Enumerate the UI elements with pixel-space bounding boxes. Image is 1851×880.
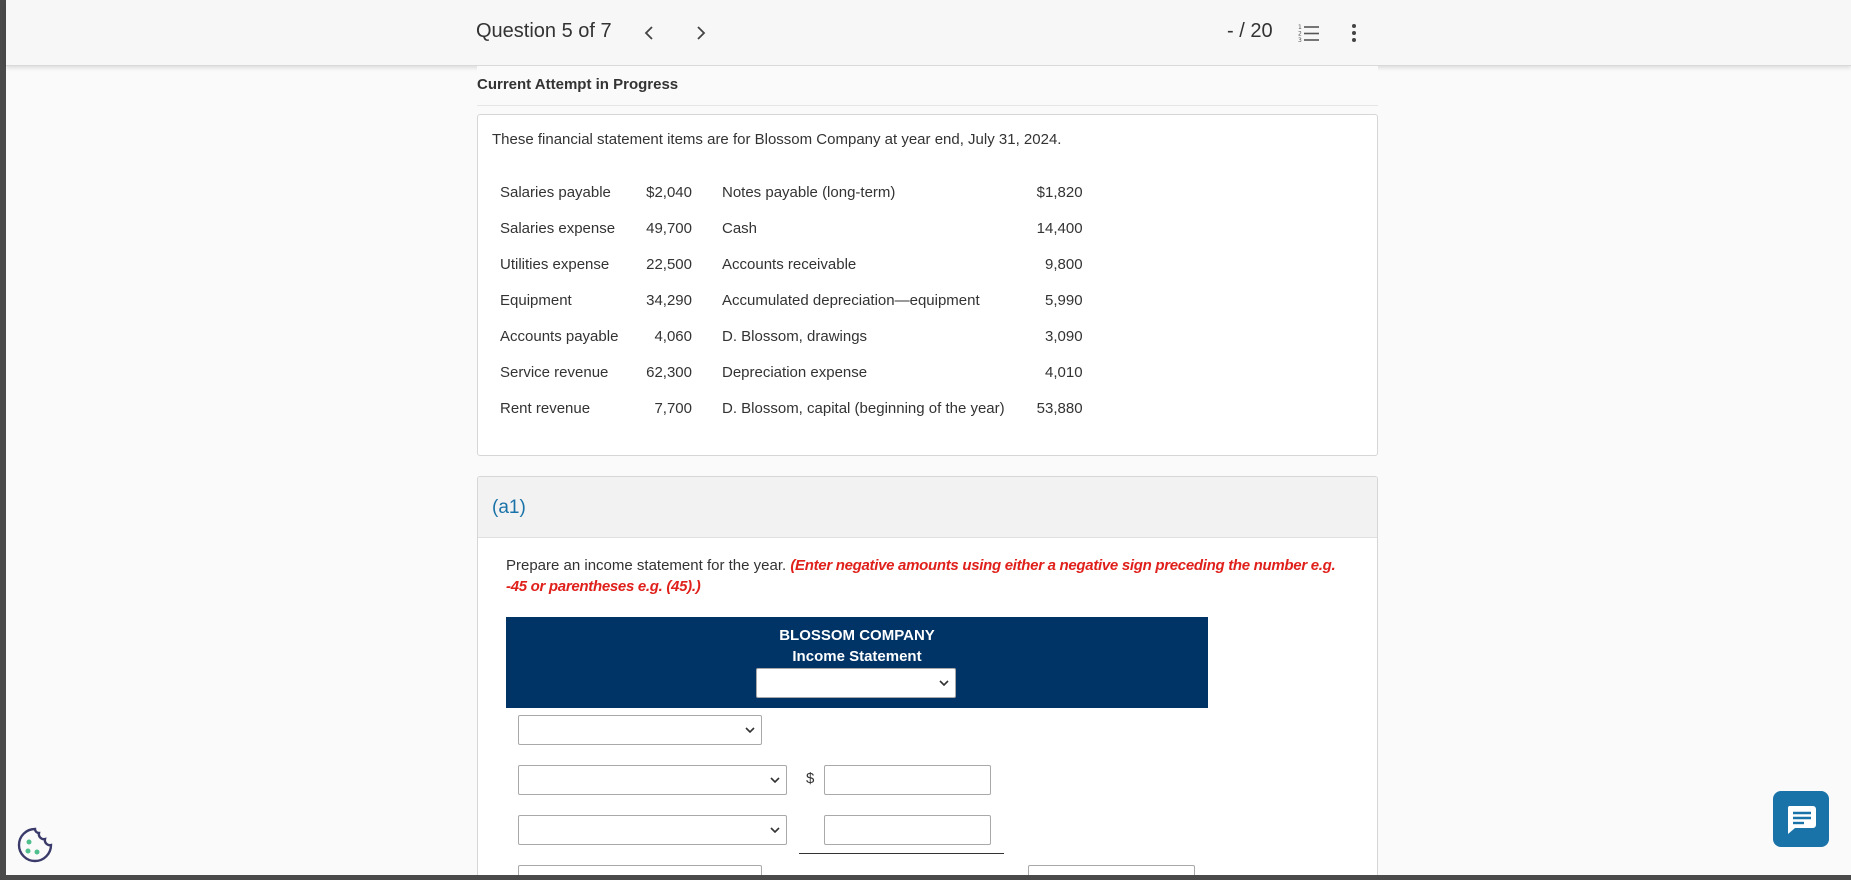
item-label: D. Blossom, drawings bbox=[722, 327, 868, 345]
table-row bbox=[492, 210, 1091, 246]
item-value: 4,010 bbox=[1045, 363, 1083, 381]
item-label: Notes payable (long-term) bbox=[722, 183, 896, 201]
item-label: Accounts receivable bbox=[722, 255, 857, 273]
item-label: Utilities expense bbox=[500, 255, 610, 273]
item-label: Accumulated depreciation—equipment bbox=[722, 291, 980, 309]
item-label: Equipment bbox=[500, 291, 572, 309]
item-label: Salaries payable bbox=[500, 183, 611, 201]
item-label: Depreciation expense bbox=[722, 363, 868, 381]
subtotal-rule bbox=[799, 853, 1004, 854]
problem-card bbox=[477, 114, 1378, 456]
line-item-select-2[interactable] bbox=[518, 765, 787, 795]
item-value: 34,290 bbox=[646, 291, 692, 309]
item-label: Accounts payable bbox=[500, 327, 619, 345]
prompt-hint: (Enter negative amounts using either a negative sign preceding the number e.g. -45 or parentheses e.g. (45).) bbox=[506, 557, 1336, 595]
more-options-button[interactable] bbox=[1345, 22, 1363, 44]
part-a1-section bbox=[477, 476, 1378, 880]
svg-text:1: 1 bbox=[1298, 24, 1302, 31]
chevron-down-icon bbox=[939, 680, 949, 686]
item-value: 9,800 bbox=[1045, 255, 1083, 273]
item-value: 4,060 bbox=[654, 327, 692, 345]
question-counter: Question 5 of 7 bbox=[476, 20, 612, 42]
amount-input-2[interactable] bbox=[824, 815, 991, 845]
table-row bbox=[492, 174, 1091, 210]
part-label: (a1) bbox=[478, 477, 1377, 538]
item-value: $1,820 bbox=[1036, 183, 1083, 201]
statement-title: Income Statement bbox=[792, 648, 922, 665]
chevron-left-icon bbox=[638, 19, 662, 47]
svg-text:2: 2 bbox=[1298, 30, 1302, 38]
problem-intro: These financial statement items are for Blossom Company at year end, July 31, 2024. bbox=[492, 131, 1062, 148]
chat-support-button[interactable] bbox=[1773, 791, 1829, 847]
next-question-button[interactable] bbox=[688, 19, 712, 47]
question-header bbox=[6, 0, 1851, 66]
item-value: 3,090 bbox=[1045, 327, 1083, 345]
table-row bbox=[492, 318, 1091, 354]
more-vertical-icon bbox=[1345, 22, 1363, 44]
statement-company: BLOSSOM COMPANY bbox=[779, 627, 935, 644]
part-prompt bbox=[506, 555, 1346, 597]
score-display: - / 20 bbox=[1227, 20, 1273, 42]
chevron-down-icon bbox=[770, 827, 780, 833]
item-value: 62,300 bbox=[646, 363, 692, 381]
previous-question-button[interactable] bbox=[638, 19, 662, 47]
statement-header bbox=[506, 617, 1208, 708]
prompt-text: Prepare an income statement for the year. bbox=[506, 557, 787, 574]
item-label: D. Blossom, capital (beginning of the year) bbox=[722, 399, 1005, 417]
item-value: 53,880 bbox=[1036, 399, 1083, 417]
list-icon bbox=[1298, 22, 1320, 44]
item-value: 49,700 bbox=[646, 219, 692, 237]
statement-period-select[interactable] bbox=[756, 668, 956, 698]
item-value: $2,040 bbox=[646, 183, 692, 201]
item-value: 14,400 bbox=[1036, 219, 1083, 237]
table-row bbox=[492, 354, 1091, 390]
line-item-select-3[interactable] bbox=[518, 815, 787, 845]
item-label: Rent revenue bbox=[500, 399, 591, 417]
chevron-right-icon bbox=[688, 19, 712, 47]
table-row bbox=[492, 282, 1091, 318]
cookie-settings-button[interactable] bbox=[16, 826, 54, 864]
line-item-select-1[interactable] bbox=[518, 715, 762, 745]
question-list-button[interactable] bbox=[1298, 22, 1320, 44]
table-row bbox=[492, 390, 1091, 426]
item-label: Service revenue bbox=[500, 363, 609, 381]
cookie-icon bbox=[16, 826, 54, 864]
amount-input-1[interactable] bbox=[824, 765, 991, 795]
item-value: 7,700 bbox=[654, 399, 692, 417]
item-value: 22,500 bbox=[646, 255, 692, 273]
financial-items-table bbox=[492, 174, 1091, 426]
item-label: Salaries expense bbox=[500, 219, 616, 237]
question-content bbox=[477, 66, 1378, 787]
item-label: Cash bbox=[722, 219, 758, 237]
item-value: 5,990 bbox=[1045, 291, 1083, 309]
svg-text:3: 3 bbox=[1298, 37, 1302, 44]
window-bottom-edge bbox=[0, 875, 1851, 880]
chevron-down-icon bbox=[770, 777, 780, 783]
attempt-banner: Current Attempt in Progress bbox=[477, 66, 1378, 106]
currency-symbol: $ bbox=[806, 770, 815, 787]
chevron-down-icon bbox=[745, 727, 755, 733]
chat-icon bbox=[1773, 791, 1829, 847]
window-left-edge bbox=[0, 0, 6, 880]
table-row bbox=[492, 246, 1091, 282]
